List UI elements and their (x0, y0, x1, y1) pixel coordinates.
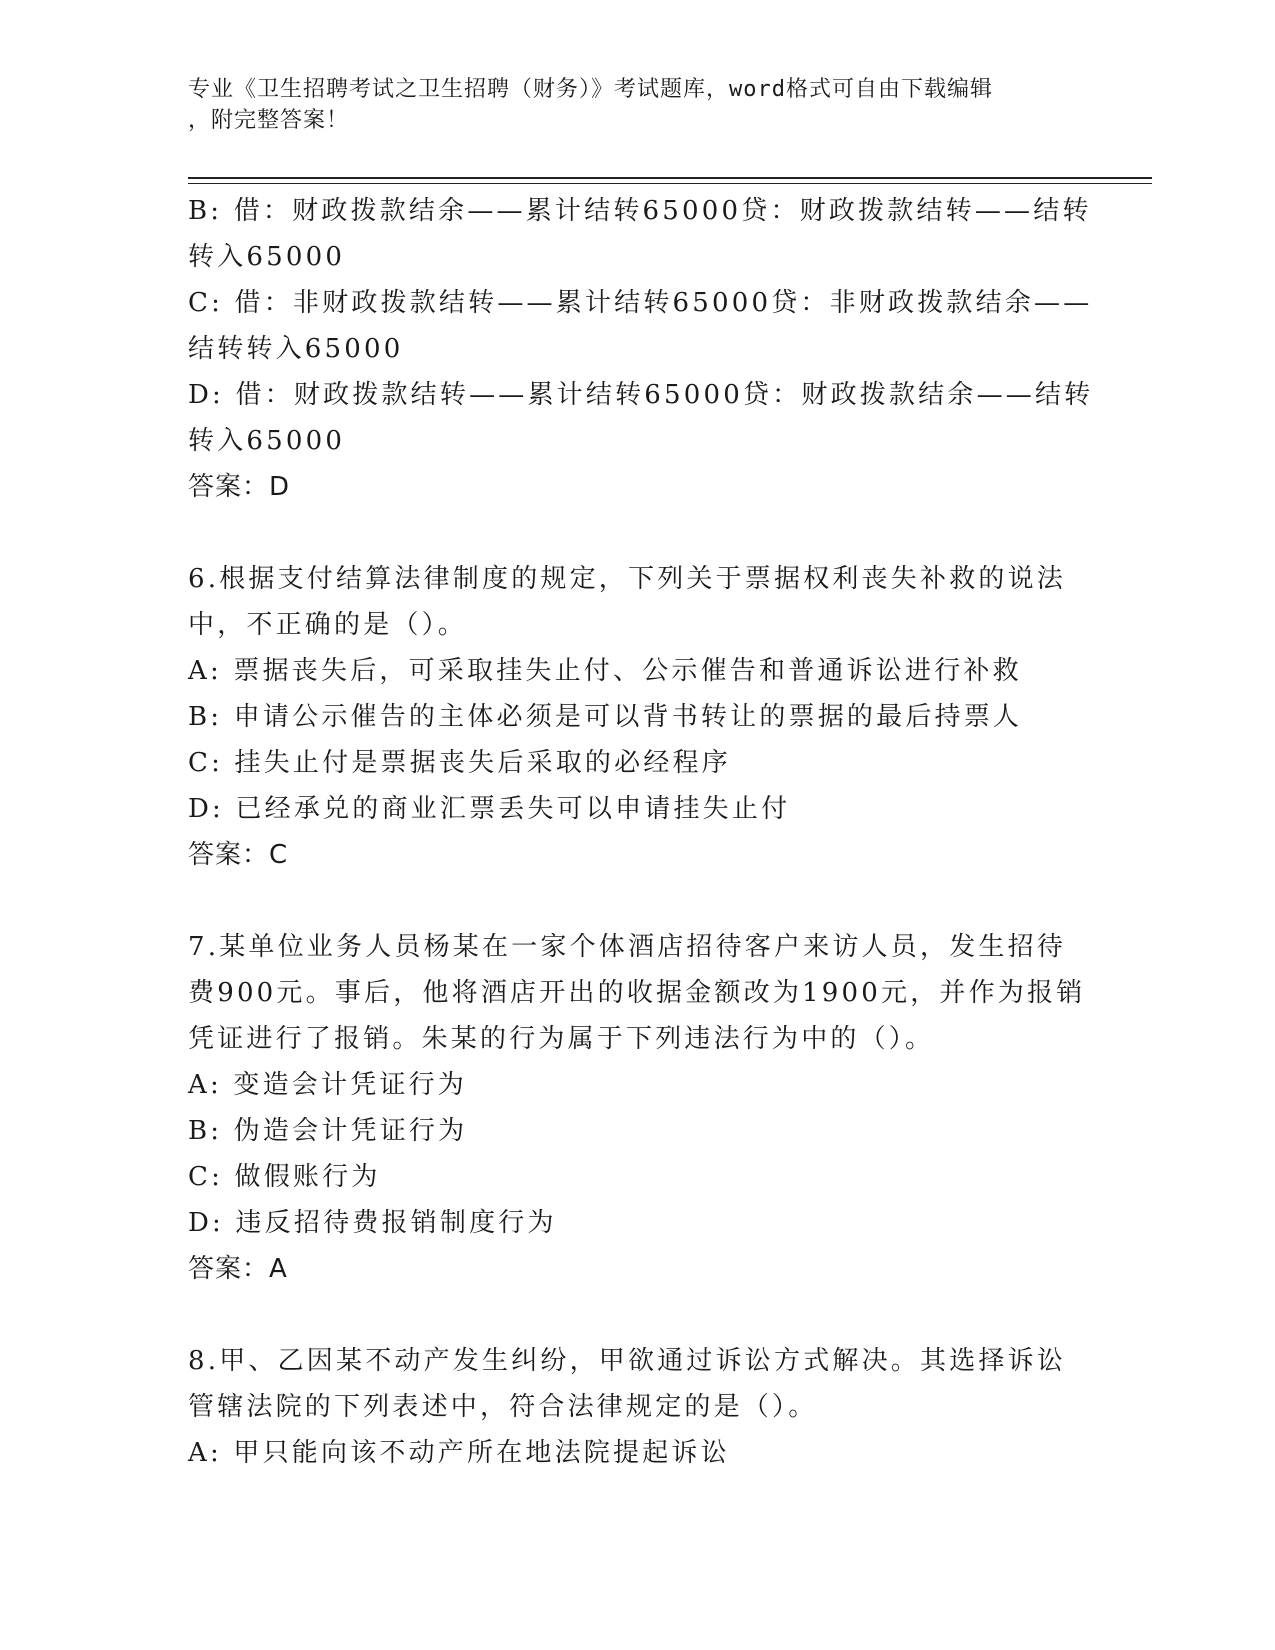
option-c: C: 做假账行为 (188, 1162, 381, 1192)
answer-label: 答案：D (188, 472, 291, 502)
option-c-line-2: 结转转入65000 (188, 334, 404, 364)
question-8 (188, 1338, 1088, 1476)
answer-label: 答案：C (188, 840, 289, 870)
option-d: D: 已经承兑的商业汇票丢失可以申请挂失止付 (188, 794, 791, 824)
option-a: A: 票据丧失后，可采取挂失止付、公示催告和普通诉讼进行补救 (188, 656, 1022, 686)
question-stem-line-2: 中，不正确的是（）。 (188, 610, 468, 640)
option-b-line-2: 转入65000 (188, 242, 346, 272)
question-separator (188, 510, 1088, 556)
option-d-line-1: D: 借：财政拨款结转——累计结转65000贷：财政拨款结余——结转 (188, 380, 1094, 410)
question-stem-line-1: 6.根据支付结算法律制度的规定，下列关于票据权利丧失补救的说法 (188, 564, 1067, 594)
option-b-line-1: B: 借：财政拨款结余——累计结转65000贷：财政拨款结转——结转 (188, 196, 1092, 226)
header-rule-thick (188, 177, 1152, 179)
question-7 (188, 924, 1088, 1292)
option-a: A: 变造会计凭证行为 (188, 1070, 468, 1100)
question-6 (188, 556, 1088, 878)
option-b: B: 伪造会计凭证行为 (188, 1116, 468, 1146)
question-stem-line-3: 凭证进行了报销。朱某的行为属于下列违法行为中的（）。 (188, 1024, 935, 1054)
question-stem-line-2: 费900元。事后，他将酒店开出的收据金额改为1900元，并作为报销 (188, 978, 1086, 1008)
option-b: B: 申请公示催告的主体必须是可以背书转让的票据的最后持票人 (188, 702, 1023, 732)
header-line-2: ，附完整答案！ (188, 108, 350, 133)
header-rule-thin (188, 183, 1152, 184)
question-separator (188, 878, 1088, 924)
option-c-line-1: C: 借：非财政拨款结转——累计结转65000贷：非财政拨款结余—— (188, 288, 1093, 318)
answer-label: 答案：A (188, 1254, 288, 1284)
option-a: A: 甲只能向该不动产所在地法院提起诉讼 (188, 1438, 730, 1468)
question-stem-line-1: 7.某单位业务人员杨某在一家个体酒店招待客户来访人员，发生招待 (188, 932, 1067, 962)
option-d-line-2: 转入65000 (188, 426, 346, 456)
question-separator (188, 1292, 1088, 1338)
header-line-1: 专业《卫生招聘考试之卫生招聘（财务）》考试题库，word格式可自由下载编辑 (188, 77, 993, 102)
page-header (188, 74, 1088, 136)
document-body (188, 188, 1094, 1476)
question-5-options (188, 188, 1094, 510)
question-stem-line-2: 管辖法院的下列表述中，符合法律规定的是（）。 (188, 1392, 818, 1422)
option-d: D: 违反招待费报销制度行为 (188, 1208, 557, 1238)
question-stem-line-1: 8.甲、乙因某不动产发生纠纷，甲欲通过诉讼方式解决。其选择诉讼 (188, 1346, 1067, 1376)
option-c: C: 挂失止付是票据丧失后采取的必经程序 (188, 748, 731, 778)
